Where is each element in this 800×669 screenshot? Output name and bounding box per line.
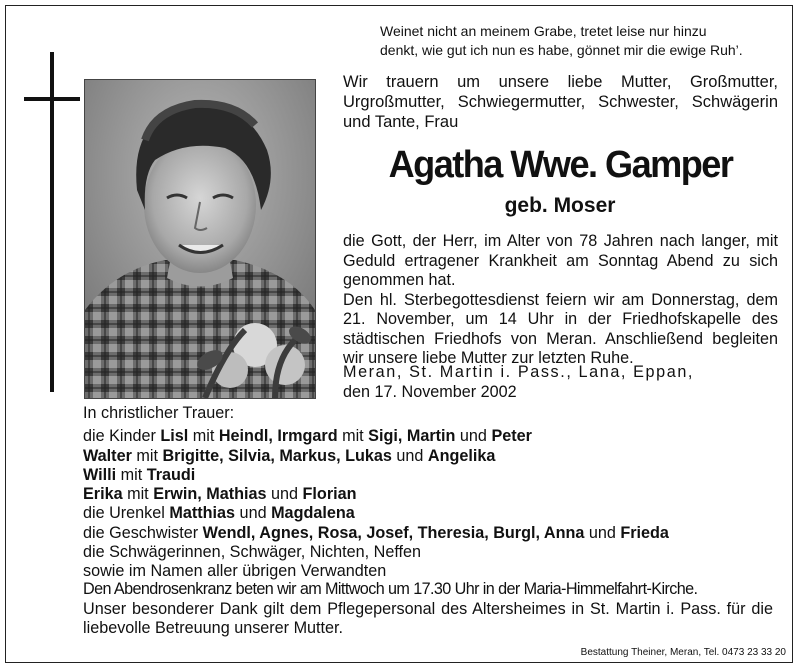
- mourner-text: die Urenkel: [83, 504, 170, 523]
- mourner-text: mit: [337, 427, 369, 446]
- mourners-heading: In christlicher Trauer:: [83, 404, 235, 422]
- mourner-name: Angelika: [427, 446, 496, 465]
- mourner-name: Frieda: [620, 523, 669, 542]
- death-paragraph: die Gott, der Herr, im Alter von 78 Jahren nach langer, mit Geduld ertragener Krankheit am Sonntag Abend zu sich genommen hat.: [343, 232, 778, 289]
- portrait-photo: [84, 79, 316, 399]
- mourner-name: Sigi, Martin: [368, 427, 456, 446]
- mourner-name: Heindl, Irmgard: [218, 427, 338, 446]
- funeral-home-footer: Bestattung Theiner, Meran, Tel. 0473 23 33 20: [580, 647, 786, 658]
- mourner-text: die Geschwister: [83, 523, 203, 542]
- mourner-name: Walter: [83, 446, 132, 465]
- mourner-line-willi: [83, 466, 783, 485]
- maiden-name: geb. Moser: [504, 194, 616, 217]
- mourner-text: mit: [188, 427, 219, 446]
- mourner-text: mit: [116, 465, 147, 484]
- rosary-notice: Den Abendrosenkranz beten wir am Mittwoch um 17.30 Uhr in der Maria-Himmelfahrt-Kirche.: [83, 580, 698, 598]
- mourner-text: und: [235, 504, 272, 523]
- mourner-name: Magdalena: [271, 504, 355, 523]
- date-line: den 17. November 2002: [343, 382, 517, 401]
- deceased-name: Agatha Wwe. Gamper: [388, 144, 733, 186]
- mourner-line-kinder: [83, 427, 783, 446]
- mourner-line-erika: [83, 485, 783, 504]
- funeral-paragraph: Den hl. Sterbegottesdienst feiern wir am Donnerstag, dem 21. November, um 14 Uhr in der Friedhofskapelle des städtischen Friedhofs von Meran. Anschließend begleiten wir unsere liebe Mutter zur letzten Ruhe.: [343, 290, 778, 367]
- mourner-name: Lisl: [160, 427, 189, 446]
- mourner-name: Brigitte, Silvia, Markus, Lukas: [162, 446, 392, 465]
- cross-vertical-bar: [50, 52, 54, 392]
- mourner-name: Peter: [491, 427, 532, 446]
- mourner-text: mit: [131, 446, 163, 465]
- intro-text: Wir trauern um unsere liebe Mutter, Großmutter, Urgroßmutter, Schwiegermutter, Schwester, Schwägerin und Tante, Frau: [343, 73, 778, 131]
- mourner-text: und: [266, 485, 303, 504]
- announcement-body: [343, 232, 778, 369]
- cross-horizontal-bar: [24, 97, 80, 101]
- mourner-name: Wendl, Agnes, Rosa, Josef, Theresia, Burgl, Anna: [202, 523, 585, 542]
- closing-notes: [83, 580, 773, 639]
- mourner-name: Willi: [83, 465, 117, 484]
- mourner-name: Matthias: [169, 504, 236, 523]
- thanks-notice: Unser besonderer Dank gilt dem Pflegepersonal des Altersheimes in St. Martin i. Pass. für die liebevolle Betreuung unserer Mutter.: [83, 599, 773, 637]
- mourner-name: Erika: [83, 485, 123, 504]
- mourner-text: die Kinder: [83, 427, 161, 446]
- mourners-list: [83, 404, 783, 582]
- mourner-line-urenkel: [83, 504, 783, 523]
- mourner-text: und: [391, 446, 428, 465]
- places-line: Meran, St. Martin i. Pass., Lana, Eppan,: [343, 363, 695, 381]
- poem: [380, 22, 780, 60]
- mourner-line-geschwister: [83, 524, 783, 543]
- poem-line: denkt, wie gut ich nun es habe, gönnet mir die ewige Ruh’.: [380, 42, 743, 58]
- poem-line: Weinet nicht an meinem Grabe, tretet leise nur hinzu: [380, 23, 707, 39]
- mourner-text: und: [455, 427, 492, 446]
- mourner-name: Florian: [302, 485, 357, 504]
- mourner-name: Erwin, Mathias: [153, 485, 267, 504]
- mourner-name: Traudi: [146, 465, 196, 484]
- mourner-line-walter: [83, 447, 783, 466]
- mourner-text: und: [584, 523, 621, 542]
- mourner-line-verwandte: sowie im Namen aller übrigen Verwandten: [83, 562, 387, 581]
- mourner-text: mit: [122, 485, 154, 504]
- mourner-line-schwaegerinnen: die Schwägerinnen, Schwäger, Nichten, Neffen: [83, 543, 422, 562]
- places-and-date: [343, 363, 778, 402]
